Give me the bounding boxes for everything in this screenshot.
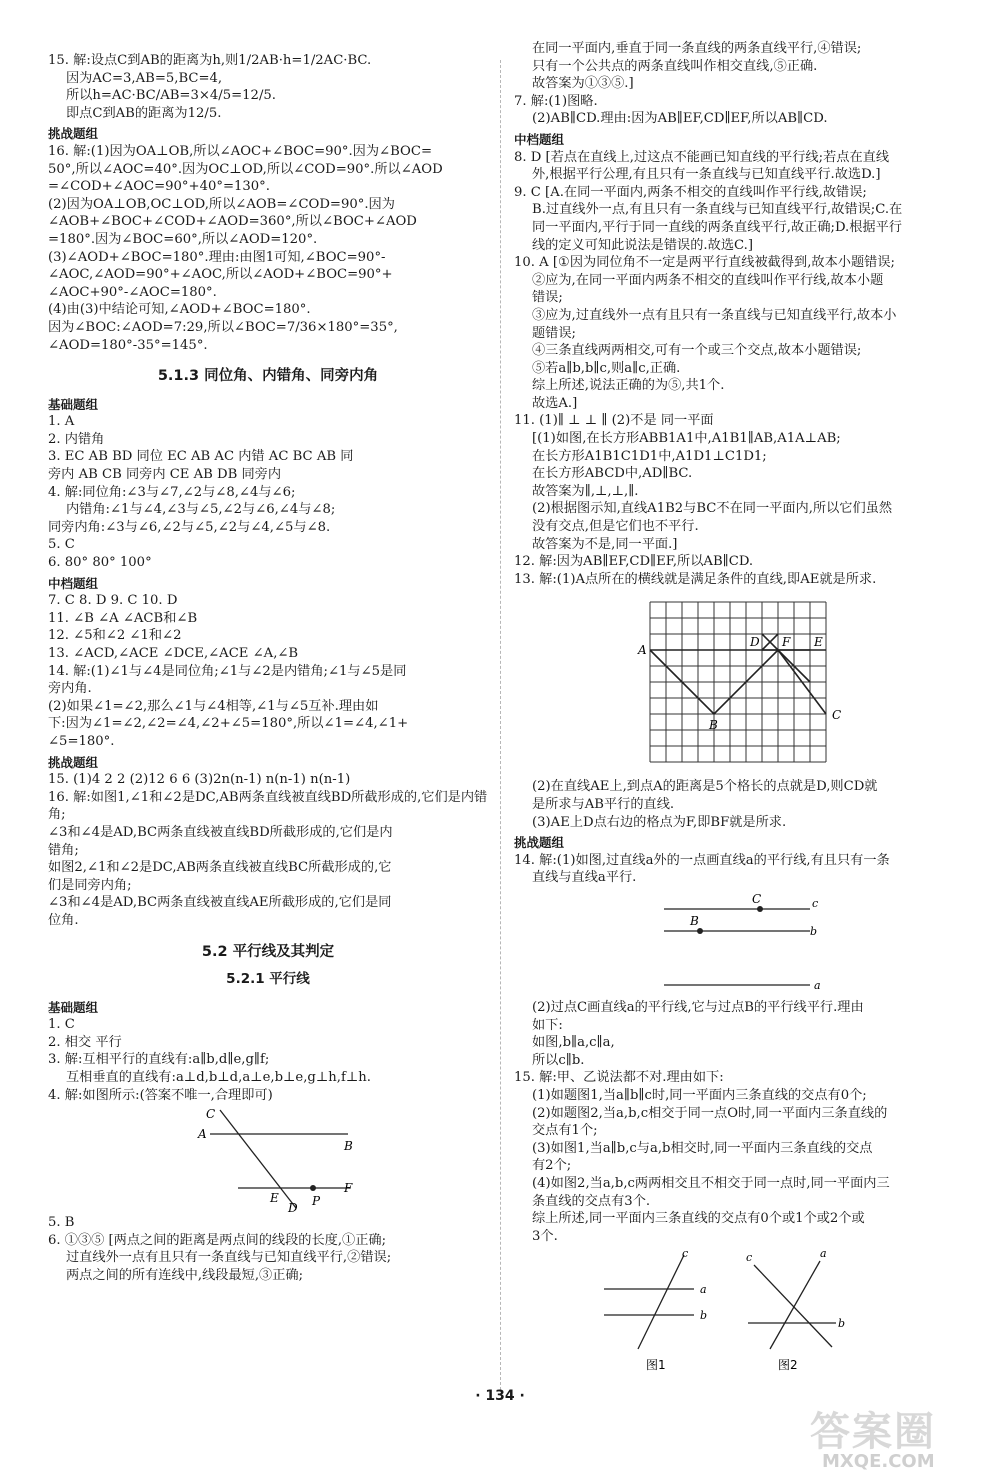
tri-label: a (820, 1247, 827, 1261)
text-line: 6. 80° 80° 100° (48, 555, 152, 571)
text-line: ⑤若a∥b,b∥c,则a∥c,正确. (532, 360, 681, 376)
page-number: · 134 · (475, 1388, 525, 1404)
text-line: 6. ①③⑤ [两点之间的距离是两点间的线段的长度,①正确; (48, 1232, 387, 1248)
watermark-url: MXQE.COM (822, 1451, 935, 1472)
text-line: (3)如图1,当a∥b,c与a,b相交时,同一平面内三条直线的交点 (532, 1140, 873, 1156)
grid-label: A (638, 643, 647, 658)
text-line: 旁内角. (48, 681, 92, 697)
text-line: 11. ∠B ∠A ∠ACB和∠B (48, 610, 198, 626)
section-title: 5.1.3 同位角、内错角、同旁内角 (157, 368, 379, 385)
text-line: 3个. (532, 1228, 558, 1244)
text-line: 2. 相交 平行 (48, 1034, 122, 1050)
text-line: (2)过点C画直线a的平行线,它与过点B的平行线平行.理由 (532, 999, 864, 1015)
text-line: 3. 解:互相平行的直线有:a∥b,d∥e,g∥f; (48, 1052, 270, 1068)
text-line: 14. 解:(1)∠1与∠4是同位角;∠1与∠2是内错角;∠1与∠5是同 (48, 663, 407, 679)
text-line: 只有一个公共点的两条直线叫作相交直线,⑤正确. (532, 58, 818, 74)
text-line: 1. A (48, 414, 75, 430)
text-line: 同旁内角:∠3与∠6,∠2与∠5,∠2与∠4,∠5与∠8. (48, 519, 331, 535)
tri-label: b (700, 1309, 708, 1323)
text-line: 7. 解:(1)图略. (514, 93, 598, 109)
text-line: 如下: (532, 1017, 563, 1033)
text-line: 们是同旁内角; (48, 877, 132, 893)
text-line: (3)∠AOD+∠BOC=180°.理由:由图1可知,∠BOC=90°- (48, 249, 386, 265)
text-line: 7. C 8. D 9. C 10. D (48, 593, 178, 609)
text-line: 故答案为∥,⊥,⊥,∥. (532, 483, 639, 499)
text-line: 两点之间的所有连线中,线段最短,③正确; (66, 1268, 304, 1284)
text-line: (3)AE上D点右边的格点为F,即BF就是所求. (532, 814, 787, 830)
text-line: (2)在直线AE上,到点A的距离是5个格长的点就是D,则CD就 (532, 779, 878, 795)
three-lines-figure (514, 1245, 954, 1373)
fig-label: C (206, 1107, 216, 1122)
text-line: 15. 解:设点C到AB的距离为h,则1/2AB·h=1/2AC·BC. (48, 53, 372, 68)
fig-label: A (198, 1127, 207, 1142)
text-line: ∠AOB+∠BOC+∠COD+∠AOD=360°,所以∠BOC+∠AOD (48, 214, 417, 230)
text-line: 如图,b∥a,c∥a, (532, 1035, 615, 1051)
text-line: 2. 内错角 (48, 431, 105, 447)
text-line: ∠AOC,∠AOD=90°+∠AOC,所以∠AOD+∠BOC=90°+ (48, 267, 393, 283)
text-line: 下:因为∠1=∠2,∠2=∠4,∠2+∠5=180°,所以∠1=∠4,∠1+ (48, 716, 409, 732)
text-line: 1. C (48, 1017, 75, 1033)
text-line: 如图2,∠1和∠2是DC,AB两条直线被直线BC所截形成的,它 (48, 860, 392, 876)
text-line: 综上所述,同一平面内三条直线的交点有0个或1个或2个或 (532, 1211, 865, 1227)
text-line: 11. (1)∥ ⊥ ⊥ ∥ (2)不是 同一平面 (514, 413, 714, 429)
grid-label: E (814, 635, 823, 650)
grid-label: C (832, 708, 842, 723)
section-label: 中档题组 (514, 131, 565, 147)
par-label: B (690, 913, 699, 928)
text-line: B.过直线外一点,有且只有一条直线与已知直线平行,故错误;C.在 (532, 202, 903, 218)
text-line: ∠5=180°. (48, 733, 115, 749)
subsection-title: 5.2.1 平行线 (226, 971, 310, 988)
grid-label: D (750, 635, 760, 650)
par-label: a (814, 978, 821, 992)
text-line: =180°.因为∠BOC=60°,所以∠AOD=120°. (48, 231, 318, 247)
text-line: 故答案为①③⑤.] (532, 76, 634, 92)
text-line: 所以c∥b. (532, 1052, 585, 1068)
text-line: ∠AOC+90°-∠AOC=180°. (48, 284, 217, 300)
section-label: 基础题组 (48, 396, 99, 412)
watermark-text: 答案圈 (810, 1409, 936, 1455)
text-line: ∠AOD=180°-35°=145°. (48, 337, 208, 353)
text-line: 过直线外一点有且只有一条直线与已知直线平行,②错误; (66, 1250, 392, 1266)
text-line: ∠3和∠4是AD,BC两条直线被直线BD所截形成的,它们是内 (48, 824, 393, 840)
text-line: 12. ∠5和∠2 ∠1和∠2 (48, 628, 182, 644)
text-line: 16. 解:(1)因为OA⊥OB,所以∠AOC+∠BOC=90°.因为∠BOC= (48, 143, 432, 159)
figure-lines-4 (48, 1104, 488, 1214)
text-line: 15. 解:甲、乙说法都不对.理由如下: (514, 1070, 724, 1086)
text-line: (2)根据图示知,直线A1B2与BC不在同一平面内,所以它们虽然 (532, 501, 893, 517)
text-line: 16. 解:如图1,∠1和∠2是DC,AB两条直线被直线BD所截形成的,它们是内错角; (48, 789, 488, 823)
right-column (514, 40, 954, 1373)
text-line: 14. 解:(1)如图,过直线a外的一点画直线a的平行线,有且只有一条 (514, 852, 890, 868)
text-line: (2)因为OA⊥OB,OC⊥OD,所以∠AOB=∠COD=90°.因为 (48, 196, 395, 212)
figure-caption: 图2 (778, 1358, 798, 1373)
text-line: =∠COD+∠AOC=90°+40°=130°. (48, 179, 270, 195)
text-line: 线的定义可知此说法是错误的.故选C.] (532, 237, 753, 253)
text-line: 旁内 AB CB 同旁内 CE AB DB 同旁内 (48, 467, 282, 483)
text-line: 3. EC AB BD 同位 EC AB AC 内错 AC BC AB 同 (48, 449, 354, 465)
parallel-lines-figure (514, 887, 954, 999)
figure-caption: 图1 (646, 1358, 666, 1373)
section-title: 5.2 平行线及其判定 (201, 943, 335, 960)
text-line: 有2个; (532, 1158, 572, 1174)
fig-label: F (344, 1181, 353, 1196)
text-line: 交点有1个; (532, 1123, 598, 1139)
section-label: 挑战题组 (48, 754, 99, 770)
fig-label: P (312, 1194, 321, 1209)
text-line: 内错角:∠1与∠4,∠3与∠5,∠2与∠6,∠4与∠8; (66, 502, 336, 518)
text-line: 错误; (532, 290, 563, 306)
par-label: c (812, 896, 819, 910)
text-line: (4)由(3)中结论可知,∠AOD+∠BOC=180°. (48, 302, 311, 318)
fig-label: E (270, 1191, 279, 1206)
text-line: 互相垂直的直线有:a⊥d,b⊥d,a⊥e,b⊥e,g⊥h,f⊥h. (66, 1070, 371, 1086)
fig-label: D (288, 1201, 298, 1215)
text-line: 位角. (48, 912, 79, 928)
section-label: 挑战题组 (514, 835, 565, 851)
text-line: 因为∠BOC:∠AOD=7:29,所以∠BOC=7/36×180°=35°, (48, 319, 398, 335)
section-label: 挑战题组 (48, 126, 99, 142)
text-line: 在长方形ABCD中,AD∥BC. (532, 466, 693, 482)
fig-label: B (344, 1139, 353, 1154)
text-line: 10. A [①因为同位角不一定是两平行直线被截得到,故本小题错误; (514, 255, 895, 271)
par-label: b (810, 924, 818, 938)
text-line: 在同一平面内,垂直于同一条直线的两条直线平行,④错误; (532, 41, 862, 56)
text-line: 条直线的交点有3个. (532, 1193, 651, 1209)
watermark-logo (810, 1400, 990, 1470)
text-line: 综上所述,说法正确的为⑤,共1个. (532, 378, 725, 394)
text-line: (2)如题图2,当a,b,c相交于同一点O时,同一平面内三条直线的 (532, 1105, 888, 1121)
tri-label: a (700, 1283, 707, 1297)
text-line: 8. D [若点在直线上,过这点不能画已知直线的平行线;若点在直线 (514, 149, 890, 165)
grid-figure (514, 588, 954, 778)
text-line: ③应为,过直线外一点有且只有一条直线与已知直线平行,故本小 (532, 307, 897, 323)
tri-label: b (838, 1317, 846, 1331)
text-line: 所以h=AC·BC/AB=3×4/5=12/5. (66, 88, 276, 104)
text-line: 50°,所以∠AOC=40°.因为OC⊥OD,所以∠COD=90°.所以∠AOD (48, 161, 443, 177)
text-line: (2)如果∠1=∠2,那么∠1与∠4相等,∠1与∠5互补.理由如 (48, 698, 379, 714)
text-line: 是所求与AB平行的直线. (532, 797, 675, 812)
column-divider (500, 60, 501, 1390)
text-line: 15. (1)4 2 2 (2)12 6 6 (3)2n(n-1) n(n-1) n(n-1) (48, 772, 351, 788)
text-line: 没有交点,但是它们也不平行. (532, 519, 699, 535)
tri-label: c (682, 1247, 689, 1261)
text-line: 故选A.] (532, 395, 578, 411)
grid-label: F (782, 635, 791, 650)
text-line: (2)AB∥CD.理由:因为AB∥EF,CD∥EF,所以AB∥CD. (532, 111, 828, 127)
tri-label: c (746, 1251, 753, 1265)
text-line: 题错误; (532, 325, 577, 341)
text-line: 因为AC=3,AB=5,BC=4, (66, 70, 223, 86)
text-line: 5. C (48, 537, 75, 553)
text-line: ∠3和∠4是AD,BC两条直线被直线AE所截形成的,它们是同 (48, 895, 392, 911)
text-line: 12. 解:因为AB∥EF,CD∥EF,所以AB∥CD. (514, 554, 754, 570)
text-line: [(1)如图,在长方形ABB1A1中,A1B1∥AB,A1A⊥AB; (532, 431, 841, 447)
left-column (48, 52, 488, 1285)
par-label: C (752, 891, 762, 906)
text-line: ④三条直线两两相交,可有一个或三个交点,故本小题错误; (532, 343, 862, 359)
text-line: 13. ∠ACD,∠ACE ∠DCE,∠ACE ∠A,∠B (48, 646, 299, 661)
text-line: (1)如题图1,当a∥b∥c时,同一平面内三条直线的交点有0个; (532, 1087, 867, 1103)
text-line: 同一平面内,平行于同一直线的两条直线平行,故正确;D.根据平行 (532, 219, 902, 235)
text-line: 在长方形A1B1C1D1中,A1D1⊥C1D1; (532, 448, 767, 464)
text-line: 4. 解:如图所示:(答案不唯一,合理即可) (48, 1087, 273, 1103)
text-line: 直线与直线a平行. (532, 870, 637, 886)
text-line: 错角; (48, 842, 79, 858)
text-line: 即点C到AB的距离为12/5. (66, 105, 222, 121)
text-line: 5. B (48, 1215, 75, 1231)
text-line: ②应为,在同一平面内两条不相交的直线叫作平行线,故本小题 (532, 272, 884, 288)
text-line: 9. C [A.在同一平面内,两条不相交的直线叫作平行线,故错误; (514, 184, 867, 200)
grid-label: B (709, 718, 718, 733)
section-label: 基础题组 (48, 999, 99, 1015)
text-line: (4)如图2,当a,b,c两两相交且不相交于同一点时,同一平面内三 (532, 1175, 890, 1191)
text-line: 故答案为不是,同一平面.] (532, 536, 678, 552)
section-label: 中档题组 (48, 575, 99, 591)
text-line: 4. 解:同位角:∠3与∠7,∠2与∠8,∠4与∠6; (48, 484, 296, 500)
text-line: 外,根据平行公理,有且只有一条直线与已知直线平行.故选D.] (532, 167, 881, 183)
text-line: 13. 解:(1)A点所在的横线就是满足条件的直线,即AE就是所求. (514, 571, 877, 587)
